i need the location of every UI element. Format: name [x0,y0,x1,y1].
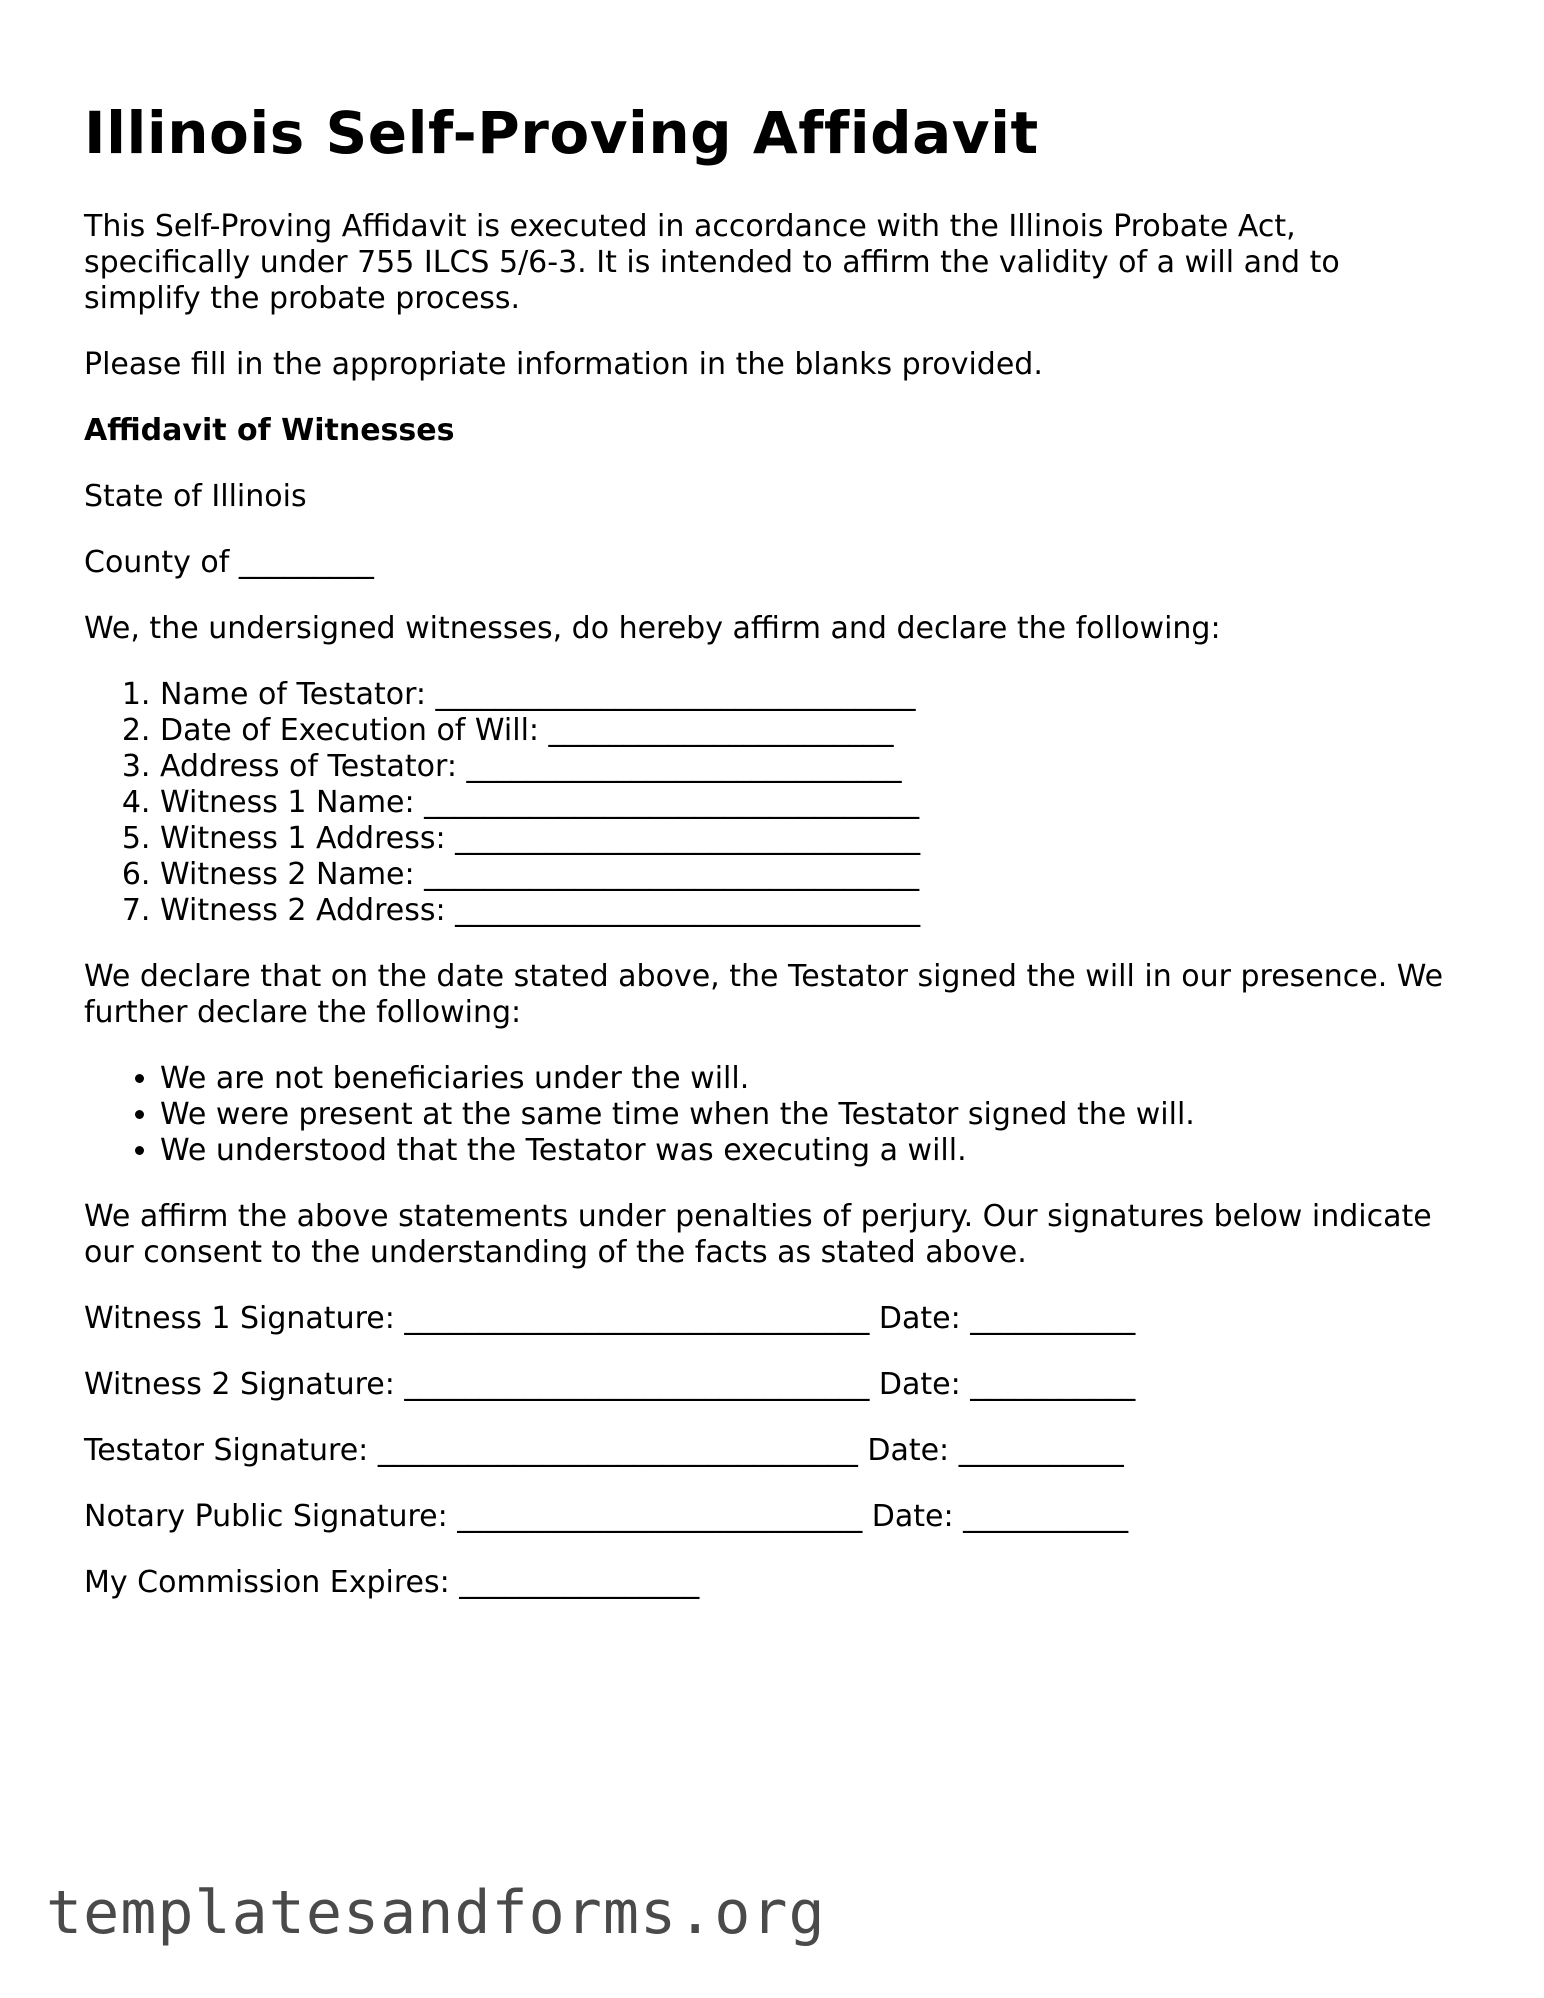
field-testator-name: 1. Name of Testator: ________________________________ [160,677,1464,713]
watermark-text: templatesandforms.org [46,1878,826,1948]
page-title: Illinois Self-Proving Affidavit [84,99,1039,167]
field-list [84,677,1464,929]
declaration-bullets [84,1061,1464,1169]
field-witness2-address: 7. Witness 2 Address: _______________________________ [160,893,1464,929]
section-heading: Affidavit of Witnesses [84,412,455,448]
commission-expires-line: My Commission Expires: ________________ [84,1564,700,1600]
testator-signature-line: Testator Signature: ________________________________ Date: ___________ [84,1432,1124,1468]
state-line: State of Illinois [84,478,307,514]
document-page [84,100,1464,1601]
witness1-signature-line: Witness 1 Signature: _______________________________ Date: ___________ [84,1300,1136,1336]
bullet-item: • We were present at the same time when the Testator signed the will. [160,1097,1464,1133]
affirmation-paragraph: We affirm the above statements under penalties of perjury. Our signatures below indicate our consent to the understanding of the facts as stated above. [84,1198,1432,1270]
instruction-paragraph: Please fill in the appropriate information in the blanks provided. [84,346,1043,382]
field-execution-date: 2. Date of Execution of Will: _______________________ [160,713,1464,749]
county-line: County of _________ [84,544,374,580]
field-witness2-name: 6. Witness 2 Name: _________________________________ [160,857,1464,893]
bullet-item: • We understood that the Testator was executing a will. [160,1133,1464,1169]
declaration-paragraph: We declare that on the date stated above, the Testator signed the will in our presence. We further declare the following: [84,958,1444,1030]
field-witness1-name: 4. Witness 1 Name: _________________________________ [160,785,1464,821]
witness2-signature-line: Witness 2 Signature: _______________________________ Date: ___________ [84,1366,1136,1402]
notary-signature-line: Notary Public Signature: ___________________________ Date: ___________ [84,1498,1129,1534]
field-witness1-address: 5. Witness 1 Address: _______________________________ [160,821,1464,857]
field-testator-address: 3. Address of Testator: _____________________________ [160,749,1464,785]
bullet-item: • We are not beneficiaries under the will. [160,1061,1464,1097]
declaration-intro: We, the undersigned witnesses, do hereby affirm and declare the following: [84,610,1221,646]
intro-paragraph: This Self-Proving Affidavit is executed in accordance with the Illinois Probate Act, specifically under 755 ILCS 5/6-3. It is intended to affirm the validity of a will and to simplify the probate process. [84,208,1340,316]
